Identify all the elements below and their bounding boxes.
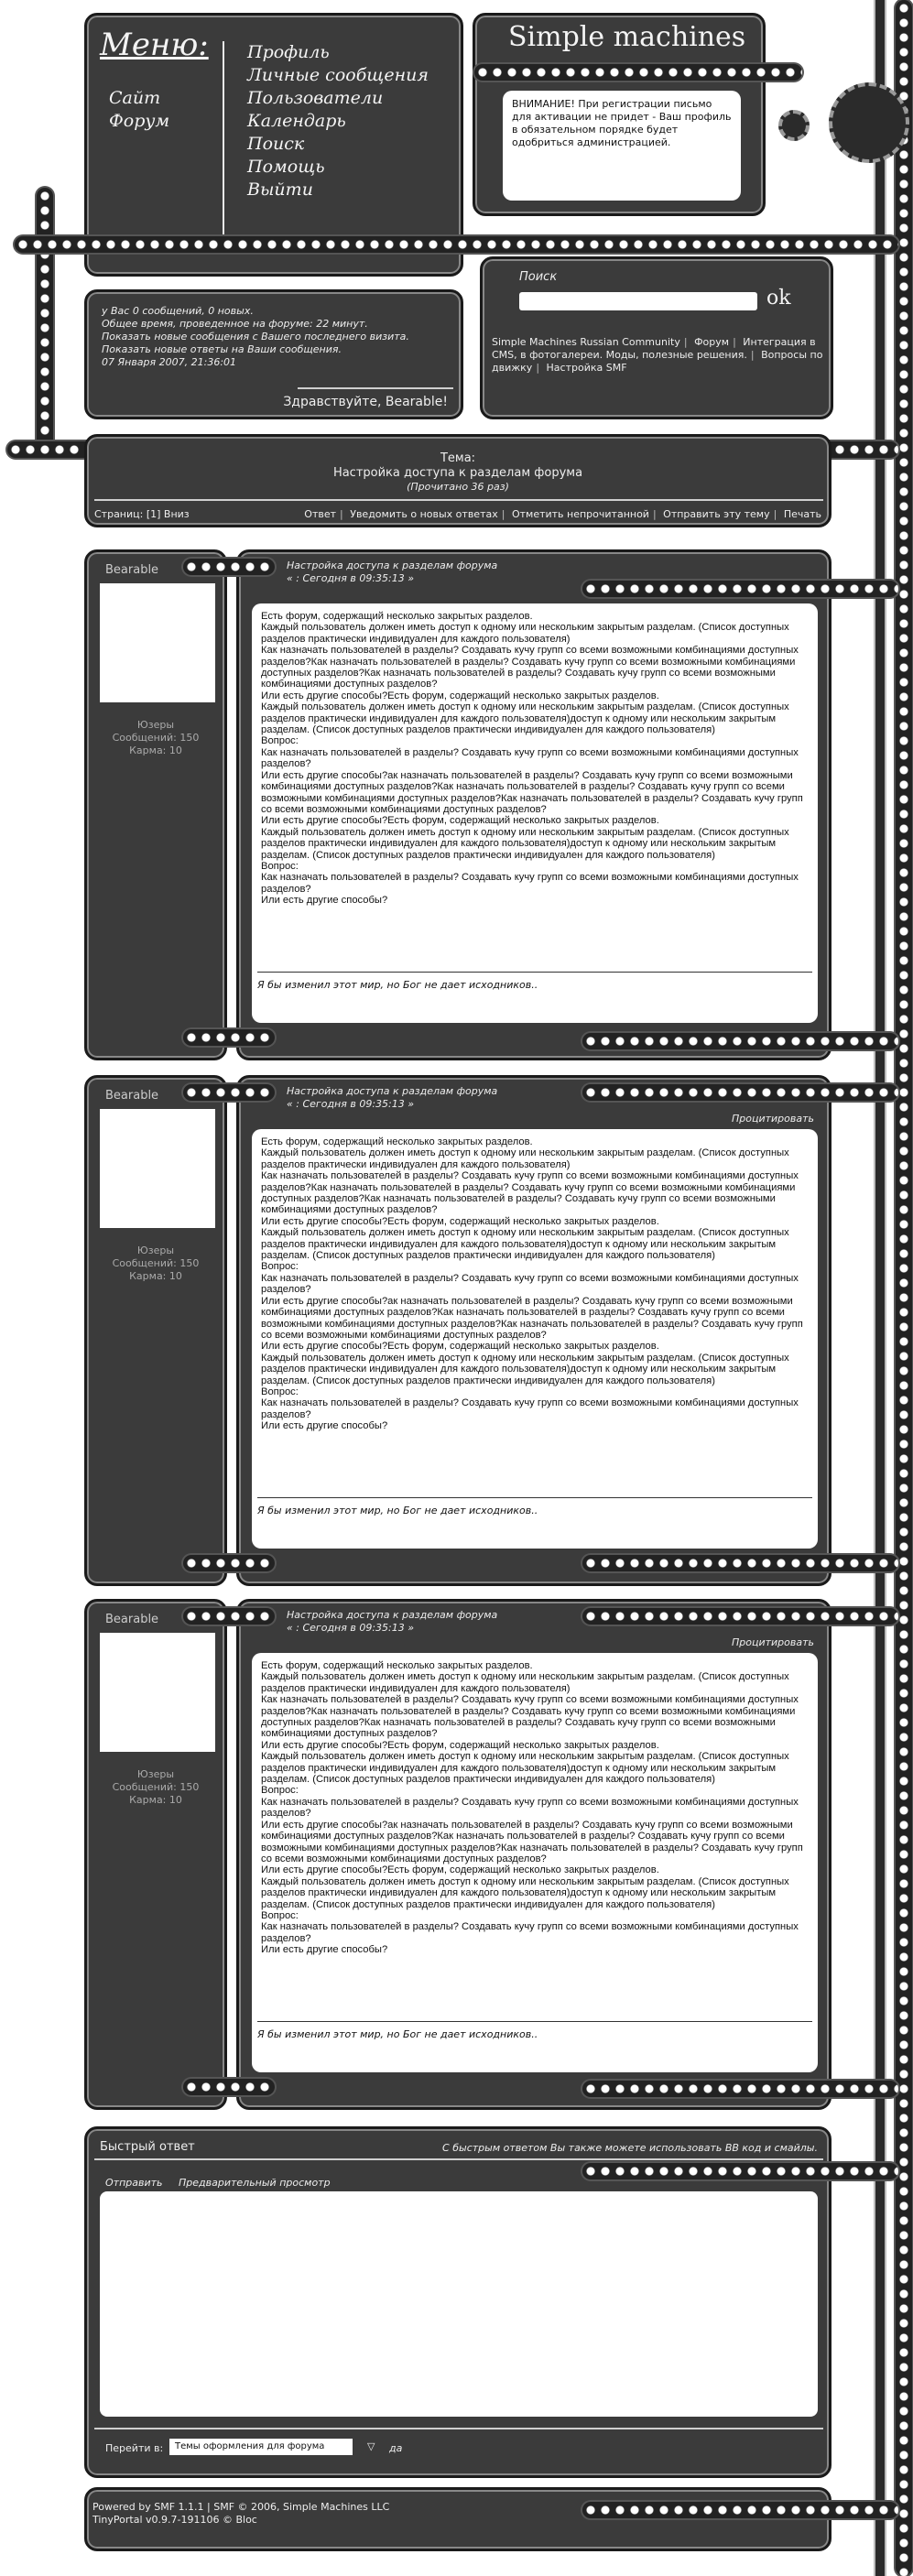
signature-rule — [257, 972, 812, 973]
post-date: « : Сегодня в 09:35:13 » — [287, 1098, 415, 1110]
pagination[interactable]: Страниц: [1] Вниз — [94, 508, 190, 520]
post-signature: Я бы изменил этот мир, но Бог не дает исходников.. — [257, 979, 538, 991]
post-author-panel — [84, 1599, 227, 2110]
chain-post-2-bottom-right — [582, 1555, 898, 1571]
menu-title: Меню: — [100, 27, 209, 63]
menu-right-list — [247, 41, 429, 201]
post-body: Есть форум, содержащий несколько закрытых разделов. Каждый пользователь должен иметь доступ к одному или нескольким закрытым разделам. (Список доступных разделов практически индивидуален для каждого пользователя) Как назначать пользователей в разделы? Создавать кучу групп со всеми возможными комбинациями доступных разделов?Как назначать пользователей в разделы? Создавать кучу групп со всеми возможными комбинациями доступных разделов?Как назначать пользователей в разделы? Создавать кучу групп со всеми возможными комбинациями доступных разделов? Или есть другие способы?Есть форум, содержащий несколько закрытых разделов. Каждый пользователь должен иметь доступ к одному или нескольким закрытым разделам. (Список доступных разделов практически индивидуален для каждого пользователя)доступ к одному или нескольким закрытым разделам. (Список доступных разделов практически индивидуален для каждого пользователя) Вопрос: Как назначать пользователей в разделы? Создавать кучу групп со всеми возможными комбинациями доступных разделов? Или есть другие способы?ак назначать пользователей в разделы? Создавать кучу групп со всеми возможными комбинациями доступных разделов?Как назначать пользователей в разделы? Создавать кучу групп со всеми возможными комбинациями доступных разделов?Как назначать пользователей в разделы? Создавать кучу групп со всеми возможными комбинациями доступных разделов? Или есть другие способы?Есть форум, содержащий несколько закрытых разделов. Каждый пользователь должен иметь доступ к одному или нескольким закрытым разделам. (Список доступных разделов практически индивидуален для каждого пользователя)доступ к одному или нескольким закрытым разделам. (Список доступных разделов практически индивидуален для каждого пользователя) Вопрос: Как назначать пользователей в разделы? Создавать кучу групп со всеми возможными комбинациями доступных разделов? Или есть другие способы? — [261, 1660, 803, 1956]
post-content-panel — [236, 1599, 831, 2110]
right-rail — [874, 0, 886, 2576]
gear-icon-small — [778, 110, 810, 141]
signature-rule — [257, 2021, 812, 2022]
post-count: Сообщений: 150 — [112, 1257, 200, 1269]
brand-logo: Simple machines — [508, 21, 746, 53]
post-subject[interactable]: Настройка доступа к разделам форума — [287, 560, 498, 571]
action-reply[interactable]: Ответ — [304, 508, 337, 520]
show-new-posts-link[interactable]: Показать новые сообщения с Вашего последнего визита. — [102, 331, 409, 342]
post-body: Есть форум, содержащий несколько закрытых разделов. Каждый пользователь должен иметь доступ к одному или нескольким закрытым разделам. (Список доступных разделов практически индивидуален для каждого пользователя) Как назначать пользователей в разделы? Создавать кучу групп со всеми возможными комбинациями доступных разделов?Как назначать пользователей в разделы? Создавать кучу групп со всеми возможными комбинациями доступных разделов?Как назначать пользователей в разделы? Создавать кучу групп со всеми возможными комбинациями доступных разделов? Или есть другие способы?Есть форум, содержащий несколько закрытых разделов. Каждый пользователь должен иметь доступ к одному или нескольким закрытым разделам. (Список доступных разделов практически индивидуален для каждого пользователя)доступ к одному или нескольким закрытым разделам. (Список доступных разделов практически индивидуален для каждого пользователя) Вопрос: Как назначать пользователей в разделы? Создавать кучу групп со всеми возможными комбинациями доступных разделов? Или есть другие способы?ак назначать пользователей в разделы? Создавать кучу групп со всеми возможными комбинациями доступных разделов?Как назначать пользователей в разделы? Создавать кучу групп со всеми возможными комбинациями доступных разделов?Как назначать пользователей в разделы? Создавать кучу групп со всеми возможными комбинациями доступных разделов? Или есть другие способы?Есть форум, содержащий несколько закрытых разделов. Каждый пользователь должен иметь доступ к одному или нескольким закрытым разделам. (Список доступных разделов практически индивидуален для каждого пользователя)доступ к одному или нескольким закрытым разделам. (Список доступных разделов практически индивидуален для каждого пользователя) Вопрос: Как назначать пользователей в разделы? Создавать кучу групп со всеми возможными комбинациями доступных разделов? Или есть другие способы? — [261, 611, 803, 907]
quick-reply-title: Быстрый ответ — [100, 2140, 195, 2154]
chain-quick-reply — [582, 2163, 898, 2179]
post-content-panel — [236, 549, 831, 1060]
action-mark-unread[interactable]: Отметить непрочитанной — [511, 508, 649, 520]
user-time: Общее время, проведенное на форуме: 22 минут. — [102, 318, 368, 330]
menu-item-forum[interactable]: Форум — [109, 111, 170, 131]
quick-reply-rule — [94, 2158, 823, 2160]
quote-button[interactable]: Процитировать — [731, 1636, 814, 1648]
menu-item-pm[interactable]: Личные сообщения — [247, 65, 429, 85]
post-author-stats — [87, 1768, 224, 1807]
chain-brand-top — [474, 64, 802, 81]
notice-box — [503, 91, 741, 201]
member-group: Юзеры — [136, 1245, 175, 1256]
current-date: 07 Января 2007, 21:36:01 — [102, 356, 237, 368]
footer-panel — [84, 2487, 831, 2551]
chain-post-2-top-right — [582, 1084, 898, 1101]
brand-panel — [473, 13, 766, 216]
greeting: Здравствуйте, Bearable! — [283, 395, 448, 409]
chevron-down-icon[interactable]: ▽ — [367, 2440, 375, 2452]
menu-item-profile[interactable]: Профиль — [247, 42, 330, 62]
post-date: « : Сегодня в 09:35:13 » — [287, 572, 415, 584]
preview-button[interactable]: Предварительный просмотр — [179, 2177, 331, 2189]
quick-reply-tabs — [105, 2177, 331, 2190]
chain-post-3-bottom — [183, 2079, 275, 2095]
chain-post-2-bottom — [183, 1555, 275, 1571]
menu-item-search[interactable]: Поиск — [247, 134, 305, 154]
chain-post-3-top — [183, 1608, 275, 1625]
avatar — [100, 1109, 215, 1228]
topic-rule — [94, 499, 823, 501]
jump-label: Перейти в: — [105, 2442, 164, 2454]
greeting-underline — [298, 387, 453, 389]
gear-icon — [829, 82, 909, 163]
news-link-settings[interactable]: Настройка SMF — [546, 362, 627, 374]
avatar — [100, 583, 215, 702]
chain-post-1-bottom-right — [582, 1033, 898, 1049]
search-ok-button[interactable]: ok — [766, 287, 791, 310]
post-body-box — [252, 1653, 818, 2072]
topic-label: Тема: — [440, 451, 476, 465]
chain-post-3-top-right — [582, 1608, 898, 1625]
action-send-topic[interactable]: Отправить эту тему — [663, 508, 770, 520]
topic-header — [84, 434, 831, 527]
quick-reply-hint: С быстрым ответом Вы также можете использовать BB код и смайлы. — [442, 2142, 818, 2154]
chain-row-1 — [15, 236, 898, 253]
search-label: Поиск — [519, 270, 558, 284]
post-author-name[interactable]: Bearable — [105, 563, 159, 577]
news-link-integration[interactable]: Интеграция в CMS, в фотогалереи. Моды, полезные решения. — [492, 336, 816, 361]
user-info-lines — [102, 305, 409, 369]
action-notify[interactable]: Уведомить о новых ответах — [350, 508, 498, 520]
news-link-forum[interactable]: Форум — [694, 336, 730, 348]
avatar — [100, 1633, 215, 1752]
news-link-community[interactable]: Simple Machines Russian Community — [492, 336, 680, 348]
chain-post-1-top — [183, 559, 275, 575]
search-panel — [480, 256, 833, 419]
jump-select-value: Темы оформления для форума — [175, 2441, 325, 2451]
menu-item-members[interactable]: Пользователи — [247, 88, 384, 108]
go-button[interactable]: да — [389, 2442, 403, 2454]
left-chain-top — [37, 188, 53, 458]
jump-rule — [94, 2428, 823, 2429]
quote-button[interactable]: Процитировать — [731, 1113, 814, 1125]
jump-select[interactable] — [169, 2439, 353, 2455]
post-author-name[interactable]: Bearable — [105, 1613, 159, 1626]
post-signature: Я бы изменил этот мир, но Бог не дает исходников.. — [257, 1505, 538, 1516]
signature-rule — [257, 1497, 812, 1498]
menu-item-logout[interactable]: Выйти — [247, 179, 313, 200]
search-input[interactable] — [519, 292, 757, 310]
karma: Карма: 10 — [129, 1794, 182, 1806]
menu-item-site[interactable]: Сайт — [109, 88, 161, 108]
user-messages: у Вас 0 сообщений, 0 новых. — [102, 305, 254, 317]
post-body-box — [252, 603, 818, 1023]
footer-line-1: Powered by SMF 1.1.1 | SMF © 2006, Simple Machines LLC — [92, 2501, 390, 2513]
post-content-panel — [236, 1075, 831, 1586]
post-count: Сообщений: 150 — [112, 1781, 200, 1793]
post-signature: Я бы изменил этот мир, но Бог не дает исходников.. — [257, 2028, 538, 2040]
chain-post-3-bottom-right — [582, 2081, 898, 2097]
chain-footer — [582, 2502, 898, 2518]
post-author-stats — [87, 1245, 224, 1283]
post-body: Есть форум, содержащий несколько закрытых разделов. Каждый пользователь должен иметь доступ к одному или нескольким закрытым разделам. (Список доступных разделов практически индивидуален для каждого пользователя) Как назначать пользователей в разделы? Создавать кучу групп со всеми возможными комбинациями доступных разделов?Как назначать пользователей в разделы? Создавать кучу групп со всеми возможными комбинациями доступных разделов?Как назначать пользователей в разделы? Создавать кучу групп со всеми возможными комбинациями доступных разделов? Или есть другие способы?Есть форум, содержащий несколько закрытых разделов. Каждый пользователь должен иметь доступ к одному или нескольким закрытым разделам. (Список доступных разделов практически индивидуален для каждого пользователя)доступ к одному или нескольким закрытым разделам. (Список доступных разделов практически индивидуален для каждого пользователя) Вопрос: Как назначать пользователей в разделы? Создавать кучу групп со всеми возможными комбинациями доступных разделов? Или есть другие способы?ак назначать пользователей в разделы? Создавать кучу групп со всеми возможными комбинациями доступных разделов?Как назначать пользователей в разделы? Создавать кучу групп со всеми возможными комбинациями доступных разделов?Как назначать пользователей в разделы? Создавать кучу групп со всеми возможными комбинациями доступных разделов? Или есть другие способы?Есть форум, содержащий несколько закрытых разделов. Каждый пользователь должен иметь доступ к одному или нескольким закрытым разделам. (Список доступных разделов практически индивидуален для каждого пользователя)доступ к одному или нескольким закрытым разделам. (Список доступных разделов практически индивидуален для каждого пользователя) Вопрос: Как назначать пользователей в разделы? Создавать кучу групп со всеми возможными комбинациями доступных разделов? Или есть другие способы? — [261, 1136, 803, 1432]
menu-left-list — [109, 87, 169, 133]
karma: Карма: 10 — [129, 1270, 182, 1282]
topic-actions: Ответ | Уведомить о новых ответах | Отметить непрочитанной | Отправить эту тему | Печать — [304, 508, 821, 520]
news-links: Simple Machines Russian Community | Форум | Интеграция в CMS, в фотогалереи. Моды, полезные решения. | Вопросы по движку | Настройка SMF — [492, 336, 823, 374]
menu-item-calendar[interactable]: Календарь — [247, 111, 346, 131]
topic-reads: (Прочитано 36 раз) — [407, 481, 509, 493]
show-new-replies-link[interactable]: Показать новые ответы на Ваши сообщения. — [102, 343, 342, 355]
topic-title: Настройка доступа к разделам форума — [332, 466, 583, 480]
action-print[interactable]: Печать — [783, 508, 821, 520]
right-chain — [896, 0, 912, 2576]
post-count: Сообщений: 150 — [112, 732, 200, 744]
post-subject[interactable]: Настройка доступа к разделам форума — [287, 1085, 498, 1097]
post-author-panel — [84, 1075, 227, 1586]
menu-item-help[interactable]: Помощь — [247, 157, 325, 177]
chain-post-1-top-right — [582, 581, 898, 597]
member-group: Юзеры — [136, 1768, 175, 1780]
send-button[interactable]: Отправить — [105, 2177, 163, 2189]
menu-divider — [223, 41, 224, 243]
reply-textarea[interactable] — [100, 2191, 818, 2417]
chain-post-2-top — [183, 1084, 275, 1101]
post-subject[interactable]: Настройка доступа к разделам форума — [287, 1609, 498, 1621]
post-body-box — [252, 1129, 818, 1549]
karma: Карма: 10 — [129, 745, 182, 756]
footer-line-2: TinyPortal v0.9.7-191106 © Bloc — [92, 2514, 257, 2526]
notice-text: ВНИМАНИЕ! При регистрации письмо для активации не придет - Ваш профиль в обязательном порядке будет одобриться администрацией. — [512, 98, 732, 148]
user-info-panel — [84, 289, 463, 419]
post-author-stats — [87, 719, 224, 757]
post-author-panel — [84, 549, 227, 1060]
news-link-questions[interactable]: Вопросы по движку — [492, 349, 823, 374]
chain-post-1-bottom — [183, 1029, 275, 1046]
member-group: Юзеры — [136, 719, 175, 731]
post-date: « : Сегодня в 09:35:13 » — [287, 1622, 415, 1634]
post-author-name[interactable]: Bearable — [105, 1089, 159, 1103]
